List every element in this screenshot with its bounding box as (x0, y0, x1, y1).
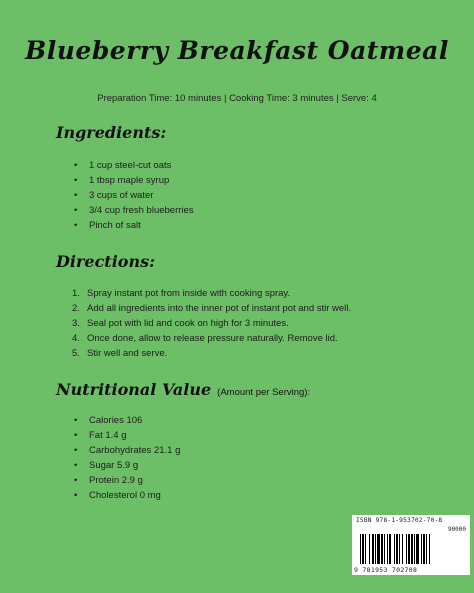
list-item: • Sugar 5.9 g (74, 458, 180, 473)
list-item: 3. Seal pot with lid and cook on high for 3 minutes. (72, 318, 289, 329)
recipe-title: Blueberry Breakfast Oatmeal (25, 36, 449, 65)
list-item: • Protein 2.9 g (74, 473, 180, 488)
list-item: • 1 cup steel-cut oats (74, 158, 194, 173)
recipe-meta: Preparation Time: 10 minutes | Cooking Time: 3 minutes | Serve: 4 (97, 93, 377, 104)
list-item: • 3/4 cup fresh blueberries (74, 203, 194, 218)
list-item: • Carbohydrates 21.1 g (74, 443, 180, 458)
price-code: 90000 (447, 526, 466, 533)
directions-heading: Directions: (56, 252, 155, 271)
directions-list (72, 286, 351, 361)
barcode-icon (360, 534, 464, 564)
barcode-number: 9 781953 702708 (354, 566, 418, 574)
nutrition-list (74, 413, 180, 503)
list-item: • Fat 1.4 g (74, 428, 180, 443)
ingredients-heading: Ingredients: (56, 123, 167, 142)
list-item: 4. Once done, allow to release pressure naturally. Remove lid. (72, 333, 338, 344)
list-item: • 3 cups of water (74, 188, 194, 203)
list-item: 5. Stir well and serve. (72, 348, 168, 359)
list-item: 1. Spray instant pot from inside with cooking spray. (72, 288, 291, 299)
isbn-barcode (352, 515, 470, 575)
list-item: • Cholesterol 0 mg (74, 488, 180, 503)
list-item: • Pinch of salt (74, 218, 194, 233)
list-item: 2. Add all ingredients into the inner pot of instant pot and stir well. (72, 303, 352, 314)
ingredients-list (74, 158, 194, 233)
nutrition-subheading: (Amount per Serving): (217, 387, 311, 398)
isbn-text: ISBN 978-1-953702-70-8 (356, 517, 443, 524)
list-item: • Calories 106 (74, 413, 180, 428)
list-item: • 1 tbsp maple syrup (74, 173, 194, 188)
nutrition-heading: Nutritional Value (Amount per Serving): (56, 380, 311, 399)
